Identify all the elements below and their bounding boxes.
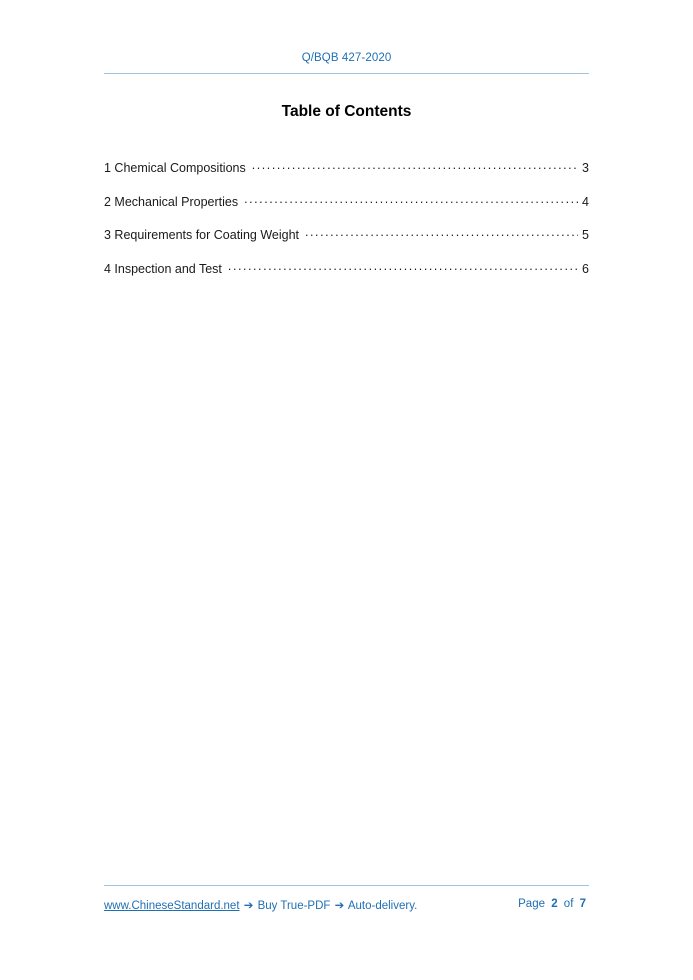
toc-entry-page: 6 — [582, 261, 589, 276]
toc-entry-label: 4 Inspection and Test — [104, 261, 222, 276]
footer-total-pages: 7 — [579, 898, 586, 910]
footer-of-word: of — [563, 898, 574, 910]
toc-entry[interactable] — [104, 194, 589, 209]
footer-divider — [104, 885, 589, 886]
page-header — [104, 48, 589, 66]
page-footer — [104, 898, 589, 918]
toc-entry[interactable] — [104, 261, 589, 276]
toc-entry-label: 2 Mechanical Properties — [104, 194, 239, 209]
arrow-right-icon: ➔ — [243, 898, 254, 912]
toc-entry-page: 4 — [582, 194, 589, 209]
toc-entry-page: 3 — [582, 161, 589, 175]
toc-leader-dots — [244, 194, 578, 206]
table-of-contents — [104, 160, 589, 294]
footer-delivery-text: Auto-delivery. — [347, 900, 418, 912]
toc-leader-dots — [228, 261, 578, 273]
toc-leader-dots — [305, 227, 578, 239]
page-title: Table of Contents — [281, 103, 412, 120]
toc-entry-page: 5 — [582, 228, 589, 242]
footer-promo — [104, 898, 417, 912]
footer-buy-text: Buy True-PDF — [257, 900, 331, 912]
footer-site-link[interactable]: www.ChineseStandard.net — [104, 900, 240, 912]
arrow-right-icon: ➔ — [334, 898, 345, 912]
footer-pagination — [518, 898, 589, 910]
toc-entry-label: 1 Chemical Compositions — [104, 161, 246, 175]
toc-entry[interactable] — [104, 160, 589, 175]
footer-current-page: 2 — [551, 898, 558, 910]
toc-entry[interactable] — [104, 227, 589, 242]
toc-entry-label: 3 Requirements for Coating Weight — [104, 228, 300, 242]
footer-page-word: Page — [518, 898, 545, 910]
header-divider — [104, 73, 589, 74]
header-standard-code: Q/BQB 427-2020 — [301, 52, 392, 64]
toc-leader-dots — [252, 160, 578, 172]
